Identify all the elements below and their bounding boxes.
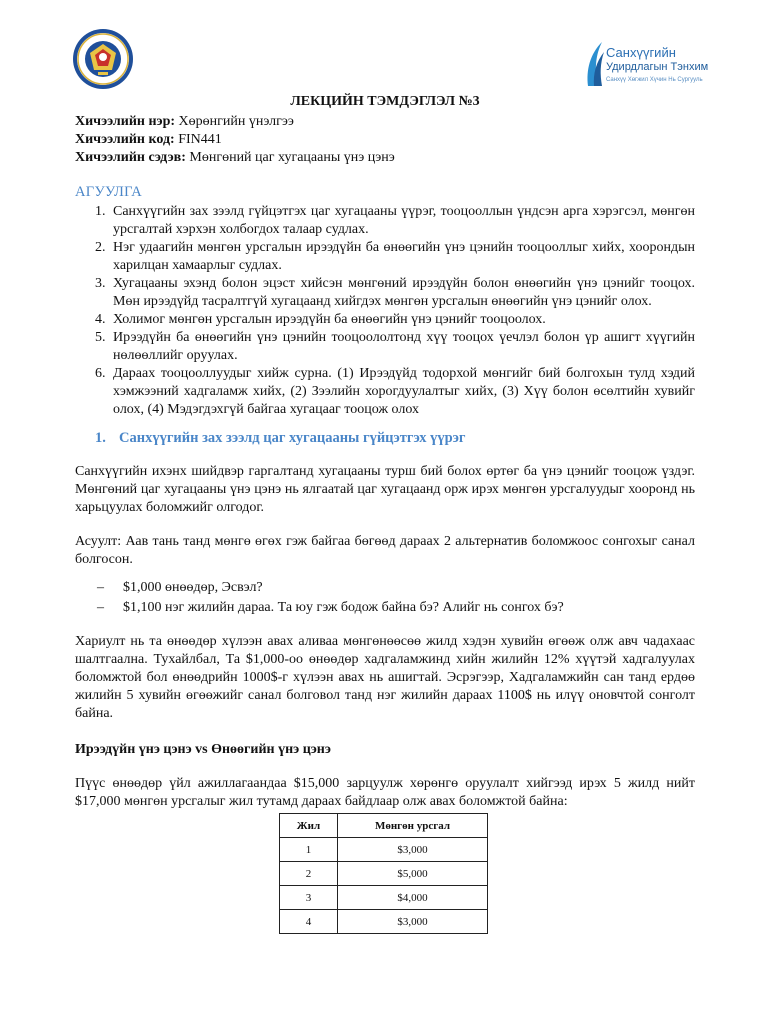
department-logo — [584, 40, 709, 92]
logo-line-2: Удирдлагын Тэнхим — [606, 61, 709, 73]
option-item — [75, 599, 695, 617]
table-header-row — [280, 814, 488, 838]
cash-cell: $3,000 — [338, 838, 488, 862]
table-row — [280, 886, 488, 910]
cash-cell: $4,000 — [338, 886, 488, 910]
table-row — [280, 862, 488, 886]
course-name-line — [75, 113, 695, 131]
course-code-line — [75, 131, 695, 149]
section-1-number: 1. — [95, 430, 106, 446]
course-code-value: FIN441 — [178, 132, 222, 147]
cash-cell: $5,000 — [338, 862, 488, 886]
course-topic-label: Хичээлийн сэдэв: — [75, 150, 186, 165]
cash-flow-table — [279, 813, 488, 934]
contents-heading: АГУУЛГА — [75, 184, 142, 200]
option-text: $1,100 нэг жилийн дараа. Та юу гэж бодож байна бэ? Алийг нь сонгох бэ? — [123, 600, 564, 615]
year-cell: 2 — [280, 862, 338, 886]
question-paragraph: Асуулт: Аав тань танд мөнгө өгөх гэж байгаа бөгөөд дараах 2 альтернатив боломжоос сонгохыг санал болгосон. — [75, 534, 695, 567]
logo-line-1: Санхүүгийн — [606, 45, 676, 60]
year-cell: 4 — [280, 910, 338, 934]
answer-paragraph: Хариулт нь та өнөөдөр хүлээн авах аливаа мөнгөнөөсөө жилд хэдэн хувийн өгөөж олж авч чадахаас шалтгаална. Тухайлбал, Та $1,000-оо өнөөдөр хадгаламжинд хийн жилийн 12% хүүтэй хадгалуулах боломжтой бол өнөөдрийн 1000$-г хүлээн авах нь ашигтай. Эсрэгээр, Хадгаламжийн сан танд ердөө жилийн 5 хувийн өгөөжийг санал болговол танд нэг жилийн дараах 1100$ нь илүү оновчтой сонголт байна. — [75, 634, 695, 721]
section-1-heading — [75, 429, 695, 447]
course-topic-value: Мөнгөний цаг хугацааны үнэ цэнэ — [189, 150, 395, 165]
fv-pv-paragraph: Пүүс өнөөдөр үйл ажиллагаандаа $15,000 зарцуулж хөрөнгө оруулалт хийгээд ирэх 5 жилд нийт $17,000 мөнгөн урсгалыг жил тутамд дараах байдлаар олж авах боломжтой байна: — [75, 776, 695, 809]
table-row — [280, 910, 488, 934]
column-header-cash: Мөнгөн урсгал — [338, 814, 488, 838]
year-cell: 3 — [280, 886, 338, 910]
contents-item: 5. Ирээдүйн ба өнөөгийн үнэ цэнийн тооцоололтонд хүү тооцох үечлэл болон үр ашигт хүүгийн нөлөөллийг оруулах. — [109, 329, 695, 365]
contents-item: 1. Санхүүгийн зах зээлд гүйцэтгэх цаг хугацааны үүрэг, тооцооллын үндсэн арга хэрэгсэл, мөнгөн урсгалтай хэрхэн холбогдох талаар судлах. — [109, 203, 695, 239]
options-list — [75, 579, 695, 617]
contents-item: 3. Хугацааны эхэнд болон эцэст хийсэн мөнгөний ирээдүйн болон өнөөгийн үнэ цэнийг тооцох. Мөн ирээдүйд тасралтгүй хугацаанд хийгдэх мөнгөн урсгалын өнөөгийн үнэ цэнийг олох. — [109, 275, 695, 311]
option-text: $1,000 өнөөдөр, Эсвэл? — [123, 580, 263, 595]
contents-list — [75, 203, 695, 419]
section-1-title: Санхүүгийн зах зээлд цаг хугацааны гүйцэтгэх үүрэг — [119, 430, 466, 446]
contents-item: 2. Нэг удаагийн мөнгөн урсгалын ирээдүйн ба өнөөгийн үнэ цэнийн тооцооллыг хийх, хоорондын харилцан хамаарлыг судлах. — [109, 239, 695, 275]
dash-bullet: – — [97, 580, 104, 595]
logo-line-3: Санхүү Хөгжил Хүчин Нь Сургууль — [606, 77, 703, 83]
cash-cell: $3,000 — [338, 910, 488, 934]
year-cell: 1 — [280, 838, 338, 862]
course-topic-line — [75, 149, 695, 167]
table-row — [280, 838, 488, 862]
document-content — [75, 93, 695, 934]
paragraph: Санхүүгийн ихэнх шийдвэр гаргалтанд хугацааны турш бий болох өртөг ба үнэ цэнийг тооцож үздэг. Мөнгөний цаг хугацааны үнэ цэнэ нь ялгаатай цаг хугацаанд орж ирэх мөнгөн урсгалуудыг хооронд нь харьцуулах боломжийг олгодог. — [75, 464, 695, 515]
course-name-value: Хөрөнгийн үнэлгээ — [178, 114, 294, 129]
column-header-year: Жил — [280, 814, 338, 838]
fv-pv-heading: Ирээдүйн үнэ цэнэ vs Өнөөгийн үнэ цэнэ — [75, 742, 331, 757]
lecture-title: ЛЕКЦИЙН ТЭМДЭГЛЭЛ №3 — [290, 94, 480, 109]
course-code-label: Хичээлийн код: — [75, 132, 175, 147]
course-name-label: Хичээлийн нэр: — [75, 114, 176, 129]
contents-item: 6. Дараах тооцооллуудыг хийж сурна. (1) Ирээдүйд тодорхой мөнгийг бий болгохын тулд хэдий хэмжээний хадгаламж хийх, (2) Зээлийн хорогдуулалтыг хийх, (3) Хүү болон өсөлтийн хувийг олох, (4) Мэдэгдэхгүй байгаа хугацааг тооцож олох — [109, 365, 695, 419]
contents-item: 4. Холимог мөнгөн урсгалын ирээдүйн ба өнөөгийн үнэ цэнийг тооцоолох. — [109, 311, 695, 329]
option-item — [75, 579, 695, 597]
dash-bullet: – — [97, 600, 104, 615]
university-seal-logo — [72, 28, 134, 90]
